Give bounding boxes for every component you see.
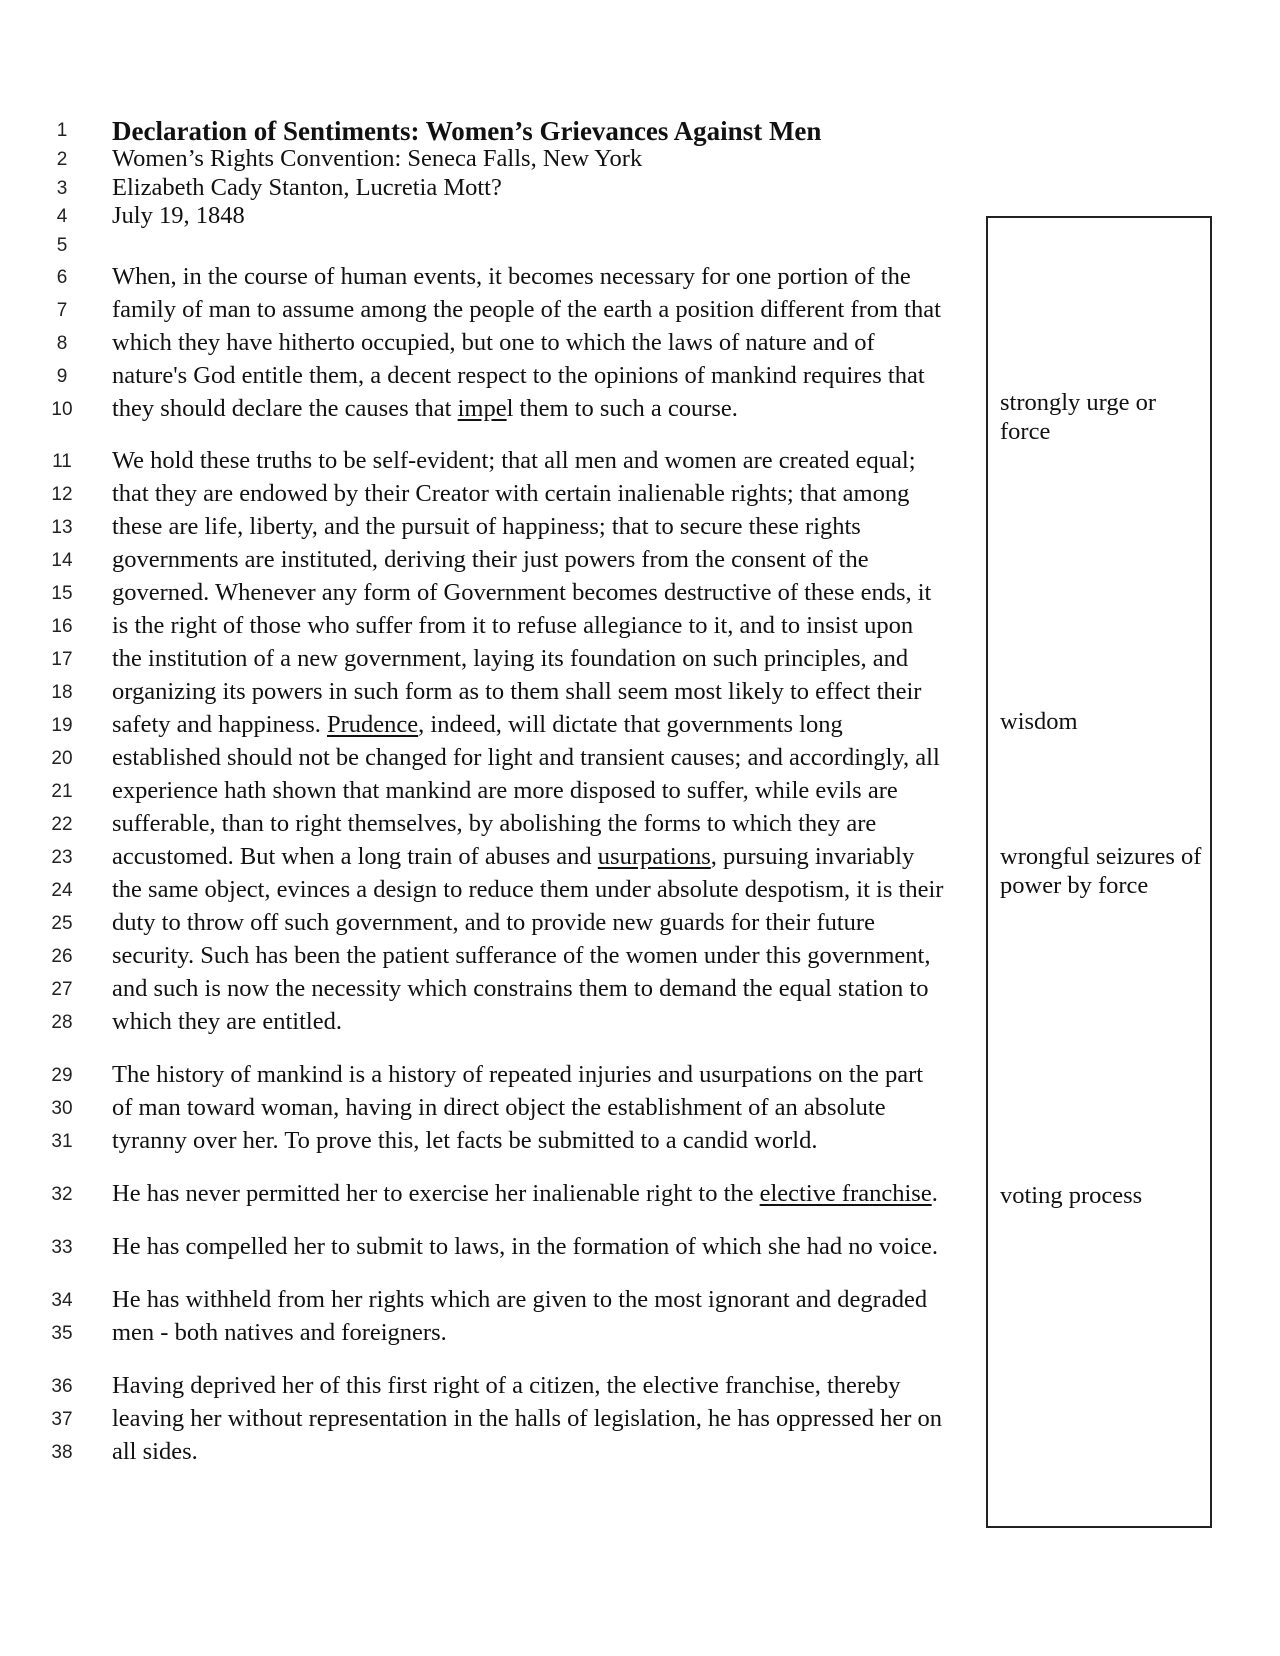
text-line: family of man to assume among the people of the earth a position different from that [112,296,941,323]
margin-notes-box [986,216,1212,1528]
text-line: Having deprived her of this first right of a citizen, the elective franchise, thereby [112,1372,901,1399]
line-number: 24 [51,880,73,901]
line-number: 4 [56,206,68,227]
line-number: 14 [51,550,73,571]
text-line: When, in the course of human events, it becomes necessary for one portion of the [112,263,911,290]
line-number: 28 [51,1012,73,1033]
vocab-term: elective franchise [759,1180,932,1207]
text-line: of man toward woman, having in direct object the establishment of an absolute [112,1094,886,1121]
line-number: 21 [51,781,73,802]
text-line: tyranny over her. To prove this, let facts be submitted to a candid world. [112,1127,818,1154]
line-number: 6 [56,267,68,288]
margin-note: wisdom [1000,708,1078,735]
page-title: Declaration of Sentiments: Women’s Grievances Against Men [112,116,822,146]
line-number: 26 [51,946,73,967]
line-number: 13 [51,517,73,538]
line-number: 27 [51,979,73,1000]
line-number: 19 [51,715,73,736]
line-number: 8 [56,333,68,354]
text-line: established should not be changed for light and transient causes; and accordingly, all [112,744,940,771]
text-line: He has never permitted her to exercise her inalienable right to the elective franchise. [112,1180,938,1207]
line-number: 9 [56,366,68,387]
text-line: sufferable, than to right themselves, by abolishing the forms to which they are [112,810,877,837]
line-number: 35 [51,1323,73,1344]
vocab-term: impe [457,395,507,422]
line-number: 36 [51,1376,73,1397]
text-line: He has withheld from her rights which are given to the most ignorant and degraded [112,1286,928,1313]
line-number: 11 [52,451,72,472]
text-line: duty to throw off such government, and to provide new guards for their future [112,909,875,936]
text-line: and such is now the necessity which constrains them to demand the equal station to [112,975,929,1002]
line-number: 16 [51,616,73,637]
line-number: 30 [51,1098,73,1119]
text-line: the same object, evinces a design to reduce them under absolute despotism, it is their [112,876,944,903]
text-line: Elizabeth Cady Stanton, Lucretia Mott? [112,174,502,201]
text-line: governments are instituted, deriving their just powers from the consent of the [112,546,869,573]
text-line: men - both natives and foreigners. [112,1319,447,1346]
text-line: July 19, 1848 [112,202,245,229]
line-number: 38 [51,1442,73,1463]
line-number: 29 [51,1065,73,1086]
text-line: safety and happiness. Prudence, indeed, will dictate that governments long [112,711,843,738]
line-number: 25 [51,913,73,934]
text-line: accustomed. But when a long train of abuses and usurpations, pursuing invariably [112,843,915,870]
text-line: nature's God entitle them, a decent respect to the opinions of mankind requires that [112,362,925,389]
line-number: 20 [51,748,73,769]
line-number: 15 [51,583,73,604]
vocab-term: Prudence [327,711,419,738]
text-line: security. Such has been the patient sufferance of the women under this government, [112,942,931,969]
text-line: experience hath shown that mankind are more disposed to suffer, while evils are [112,777,898,804]
line-number: 2 [56,149,68,170]
margin-note: wrongful seizures of power by force [1000,843,1202,899]
line-number: 23 [51,847,73,868]
line-number: 37 [51,1409,73,1430]
text-line: which they are entitled. [112,1008,342,1035]
line-number: 18 [51,682,73,703]
line-number: 31 [51,1131,73,1152]
line-number: 3 [56,178,68,199]
line-number: 17 [51,649,73,670]
text-line: they should declare the causes that impel them to such a course. [112,395,738,422]
margin-note: voting process [1000,1182,1143,1209]
line-number: 34 [51,1290,73,1311]
text-line: The history of mankind is a history of repeated injuries and usurpations on the part [112,1061,924,1088]
text-line: governed. Whenever any form of Government becomes destructive of these ends, it [112,579,932,606]
text-line: Women’s Rights Convention: Seneca Falls, New York [112,145,643,172]
line-number: 22 [51,814,73,835]
line-number: 7 [56,300,68,321]
text-line: that they are endowed by their Creator with certain inalienable rights; that among [112,480,910,507]
text-line: which they have hitherto occupied, but one to which the laws of nature and of [112,329,875,356]
text-line: is the right of those who suffer from it to refuse allegiance to it, and to insist upon [112,612,914,639]
text-line: We hold these truths to be self-evident; that all men and women are created equal; [112,447,916,474]
line-number: 32 [51,1184,73,1205]
margin-note: strongly urge or force [1000,389,1157,445]
text-line: these are life, liberty, and the pursuit of happiness; that to secure these rights [112,513,861,540]
line-number: 1 [56,120,68,141]
vocab-term: usurpations [597,843,711,870]
text-line: organizing its powers in such form as to them shall seem most likely to effect their [112,678,922,705]
text-line: the institution of a new government, laying its foundation on such principles, and [112,645,909,672]
text-line: He has compelled her to submit to laws, in the formation of which she had no voice. [112,1233,939,1260]
line-number: 12 [51,484,73,505]
line-number: 10 [51,399,73,420]
text-line: leaving her without representation in the halls of legislation, he has oppressed her on [112,1405,943,1432]
line-number: 33 [51,1237,73,1258]
line-number: 5 [56,235,68,256]
text-line: all sides. [112,1438,198,1465]
